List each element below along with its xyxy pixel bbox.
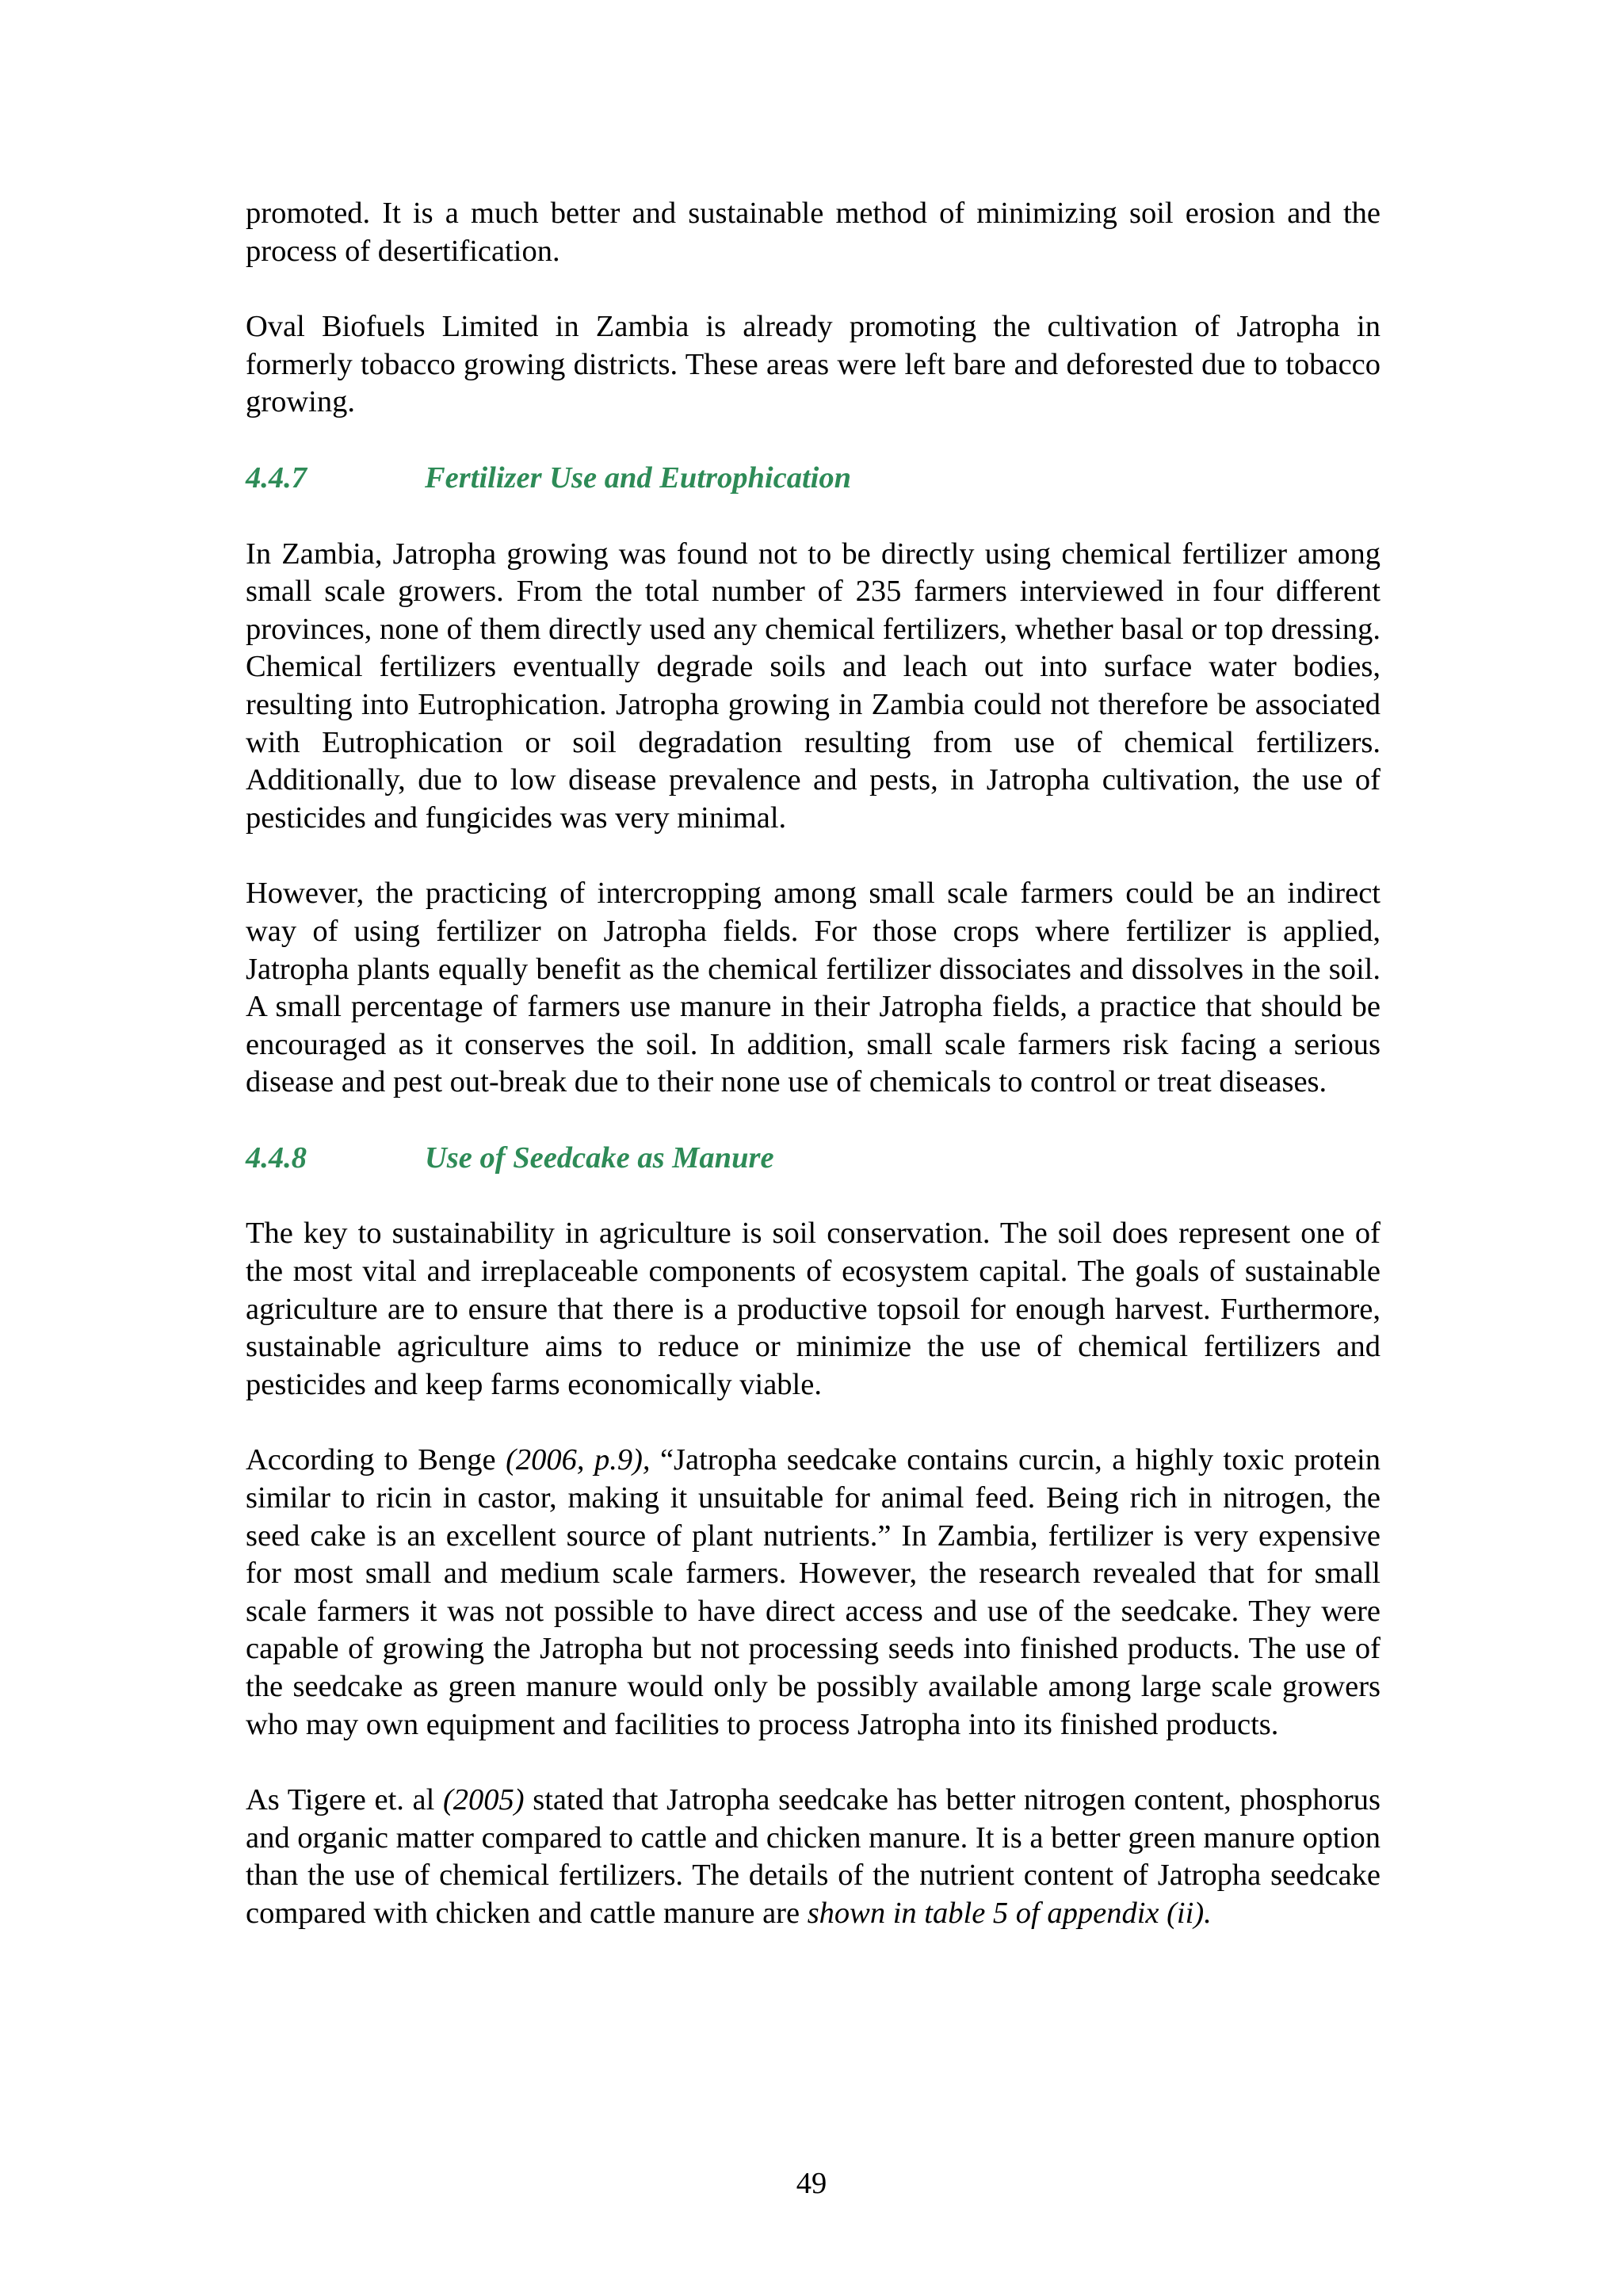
page-number: 49	[796, 2167, 827, 2200]
paragraph-fertilizer-use: In Zambia, Jatropha growing was found not to be directly using chemical fertilizer among small scale growers. From the total number of 235 farmers interviewed in four different provinces, none of them directly used any chemical fertilizers, whether basal or top dressing. Chemical fertilizers eventually degrade soils and leach out into surface water bodies, resulting into Eutrophication. Jatropha growing in Zambia could not therefore be associated with Eutrophication or soil degradation resulting from use of chemical fertilizers. Additionally, due to low disease prevalence and pests, in Jatropha cultivation, the use of pesticides and fungicides was very minimal.	[246, 537, 1381, 835]
appendix-reference: shown in table 5 of appendix (ii).	[807, 1896, 1212, 1930]
paragraph-soil-conservation: The key to sustainability in agriculture is soil conservation. The soil does represent one of the most vital and irreplaceable components of ecosystem capital. The goals of sustainable agriculture are to ensure that there is a productive topsoil for enough harvest. Furthermore, sustainable agriculture aims to reduce or minimize the use of chemical fertilizers and pesticides and keep farms economically viable.	[246, 1217, 1381, 1401]
section-heading-4-4-8	[246, 1140, 1381, 1178]
paragraph-tigere	[246, 1782, 1381, 1932]
paragraph-oval-biofuels: Oval Biofuels Limited in Zambia is already promoting the cultivation of Jatropha in formerly tobacco growing districts. These areas were left bare and deforested due to tobacco growing.	[246, 310, 1381, 419]
text-run: “Jatropha seedcake contains curcin, a highly toxic protein similar to ricin in castor, making it unsuitable for animal feed. Being rich in nitrogen, the seed cake is an excellent source of plant nutrients.” In Zambia, fertilizer is very expensive for most small and medium scale farmers. However, the research revealed that for small scale farmers it was not possible to have direct access and use of the seedcake. They were capable of growing the Jatropha but not processing seeds into finished products. The use of the seedcake as green manure would only be possibly available among large scale growers who may own equipment and facilities to process Jatropha into its finished products.	[246, 1443, 1381, 1741]
text-run: According to Benge	[246, 1443, 506, 1477]
paragraph-benge-quote	[246, 1442, 1381, 1744]
section-number: 4.4.8	[246, 1140, 307, 1175]
page-body	[246, 195, 1381, 1971]
text-run: stated that Jatropha seedcake has better nitrogen content, phosphorus and organic matter compared to cattle and chicken manure. It is a better green manure option than the use of chemical fertilizers. The details of the nutrient content of Jatropha seedcake compared with chicken and cattle manure are	[246, 1783, 1381, 1930]
section-title: Use of Seedcake as Manure	[425, 1140, 774, 1175]
section-number: 4.4.7	[246, 460, 307, 495]
citation: (2005)	[442, 1783, 525, 1817]
text-run: As Tigere et. al	[246, 1783, 443, 1817]
paragraph-intro-continuation: promoted. It is a much better and sustainable method of minimizing soil erosion and the process of desertification.	[246, 197, 1381, 268]
citation: (2006, p.9),	[506, 1443, 651, 1477]
section-title: Fertilizer Use and Eutrophication	[425, 460, 852, 495]
section-heading-4-4-7	[246, 460, 1381, 498]
paragraph-intercropping: However, the practicing of intercropping among small scale farmers could be an indirect way of using fertilizer on Jatropha fields. For those crops where fertilizer is applied, Jatropha plants equally benefit as the chemical fertilizer dissociates and dissolves in the soil. A small percentage of farmers use manure in their Jatropha fields, a practice that should be encouraged as it conserves the soil. In addition, small scale farmers risk facing a serious disease and pest out-break due to their none use of chemicals to control or treat diseases.	[246, 877, 1381, 1099]
